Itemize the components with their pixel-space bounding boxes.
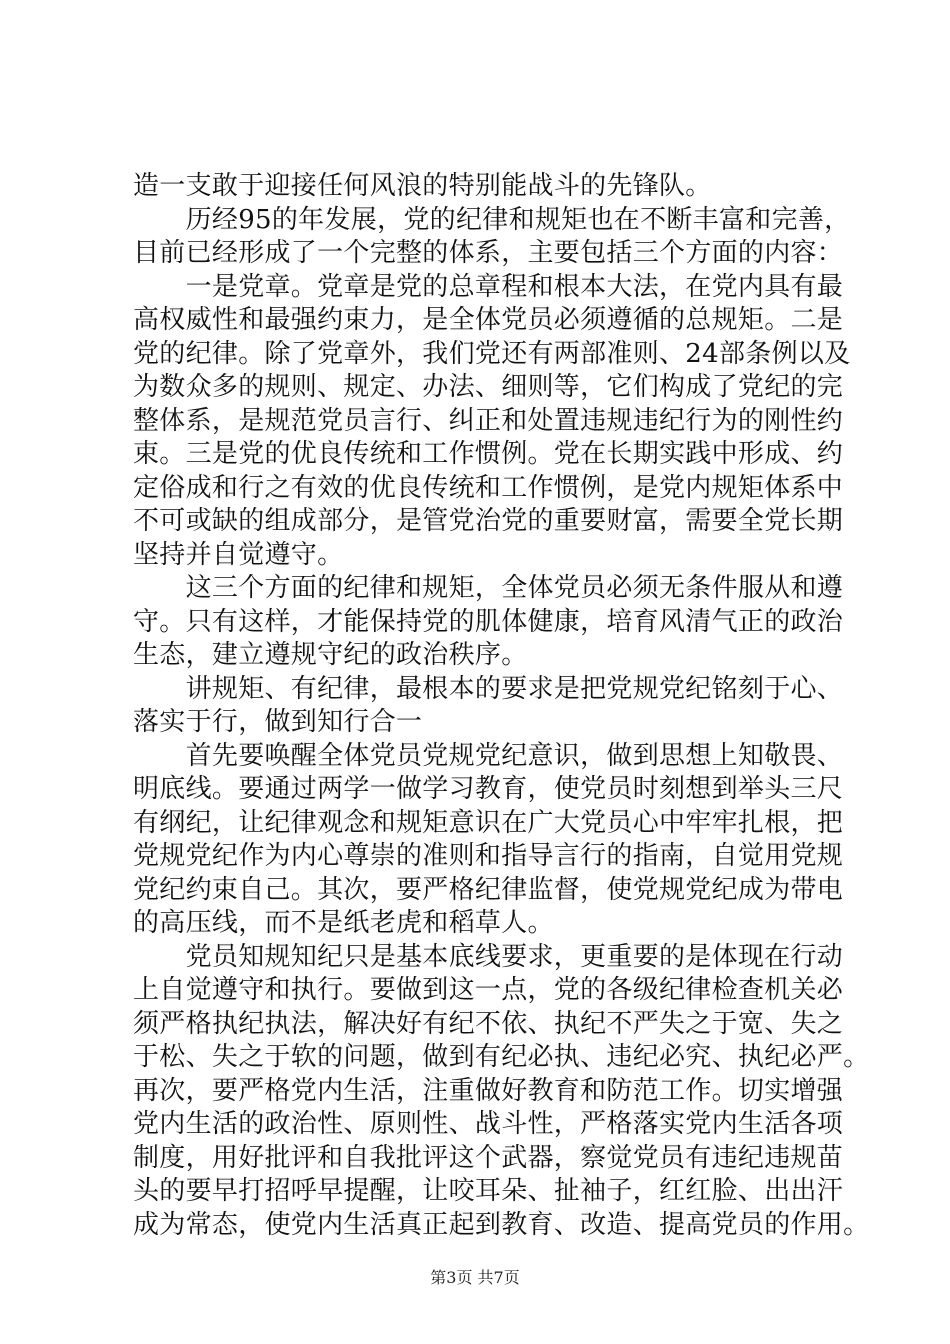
page-footer: 第3页 共7页 (430, 1268, 520, 1287)
text-line: 明底线。要通过两学一做学习教育，使党员时刻想到举头三尺 (133, 774, 844, 804)
text-line: 成为常态，使党内生活真正起到教育、改造、提高党员的作用。 (133, 1209, 870, 1240)
text-line: 党员知规知纪只是基本底线要求，更重要的是体现在行动 (133, 941, 844, 972)
text-line: 头的要早打招呼早提醒，让咬耳朵、扯袖子，红红脸、出出汗 (133, 1176, 844, 1206)
text-line: 守。只有这样，才能保持党的肌体健康，培育风清气正的政治 (133, 606, 844, 637)
text-line: 首先要唤醒全体党员党规党纪意识，做到思想上知敬畏、 (133, 740, 844, 771)
text-line: 党内生活的政治性、原则性、战斗性，严格落实党内生活各项 (133, 1109, 844, 1139)
text-line: 的高压线，而不是纸老虎和稻草人。 (133, 908, 554, 938)
text-line: 制度，用好批评和自我批评这个武器，察觉党员有违纪违规苗 (133, 1142, 844, 1173)
text-line: 定俗成和行之有效的优良传统和工作惯例，是党内规矩体系中 (133, 472, 844, 503)
text-line: 坚持并自觉遵守。 (133, 539, 344, 570)
text-line: 为数众多的规则、规定、办法、细则等，它们构成了党纪的完 (133, 372, 844, 402)
text-line: 党纪约束自己。其次，要严格纪律监督，使党规党纪成为带电 (133, 874, 844, 905)
text-line: 历经95的年发展，党的纪律和规矩也在不断丰富和完善， (133, 204, 851, 235)
text-line: 于松、失之于软的问题，做到有纪必执、违纪必究、执纪必严。 (133, 1042, 870, 1072)
document-body (133, 170, 870, 1242)
text-line: 高权威性和最强约束力，是全体党员必须遵循的总规矩。二是 (133, 305, 844, 335)
text-line: 不可或缺的组成部分，是管党治党的重要财富，需要全党长期 (133, 506, 844, 536)
text-line: 造一支敢于迎接任何风浪的特别能战斗的先锋队。 (133, 171, 712, 201)
text-line: 一是党章。党章是党的总章程和根本大法，在党内具有最 (133, 271, 844, 302)
text-line: 束。三是党的优良传统和工作惯例。党在长期实践中形成、约 (133, 439, 844, 469)
text-line: 整体系，是规范党员言行、纠正和处置违规违纪行为的刚性约 (133, 405, 844, 436)
text-line: 讲规矩、有纪律，最根本的要求是把党规党纪铭刻于心、 (133, 673, 844, 704)
text-line: 目前已经形成了一个完整的体系，主要包括三个方面的内容： (133, 238, 844, 268)
text-line: 生态，建立遵规守纪的政治秩序。 (133, 640, 528, 670)
text-line: 须严格执纪执法，解决好有纪不依、执纪不严失之于宽、失之 (133, 1008, 844, 1039)
text-line: 党的纪律。除了党章外，我们党还有两部准则、24部条例以及 (133, 338, 851, 369)
text-line: 党规党纪作为内心尊崇的准则和指导言行的指南，自觉用党规 (133, 841, 844, 871)
text-line: 再次，要严格党内生活，注重做好教育和防范工作。切实增强 (133, 1075, 844, 1106)
text-line: 上自觉遵守和执行。要做到这一点，党的各级纪律检查机关必 (133, 975, 844, 1005)
text-line: 落实于行，做到知行合一 (133, 707, 423, 737)
text-line: 这三个方面的纪律和规矩，全体党员必须无条件服从和遵 (133, 573, 844, 603)
text-line: 有纲纪，让纪律观念和规矩意识在广大党员心中牢牢扎根，把 (133, 807, 844, 838)
